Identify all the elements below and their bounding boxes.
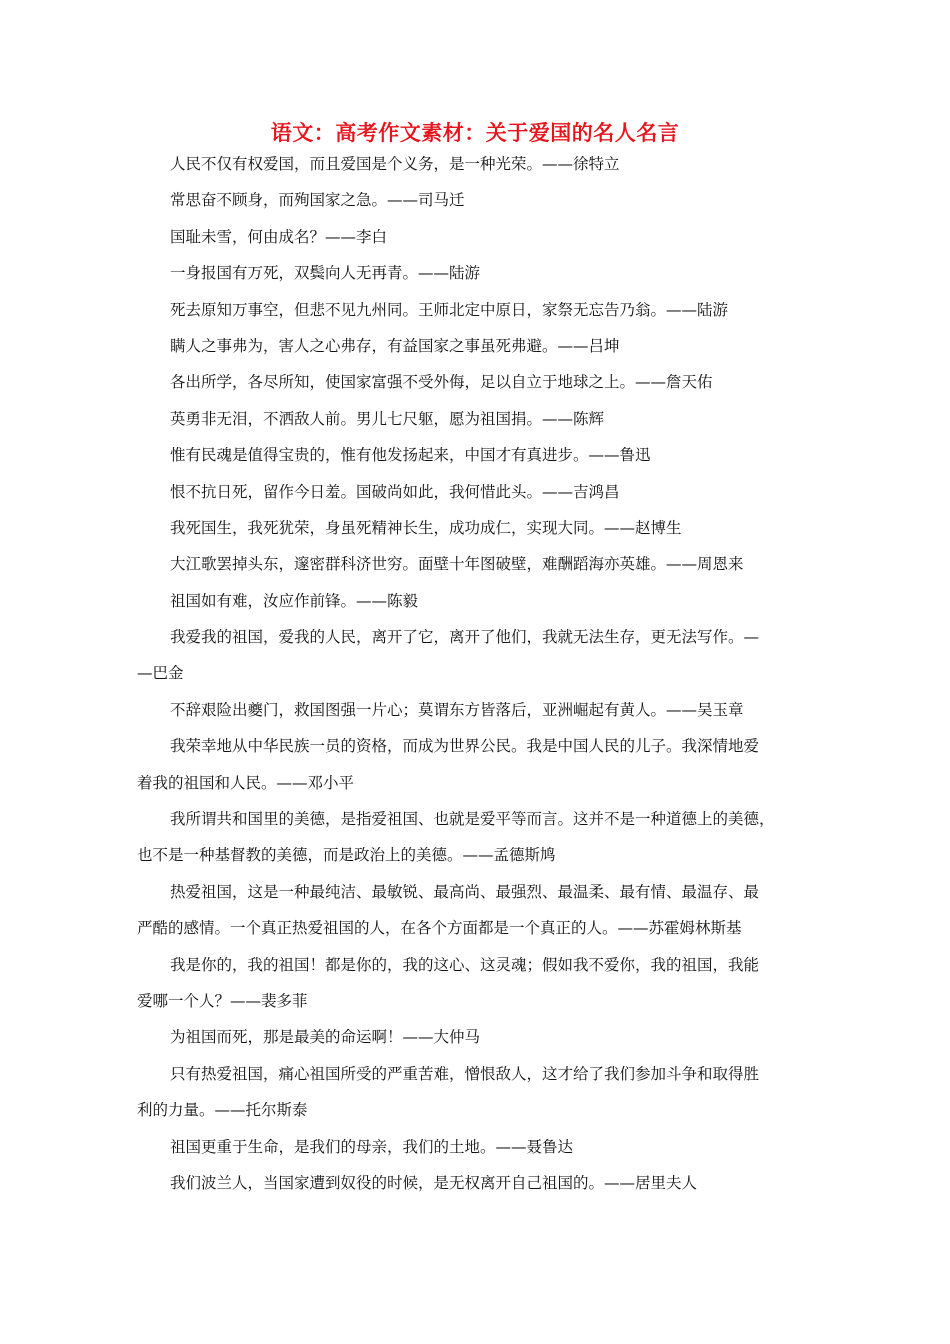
- quote-line: —巴金: [137, 664, 184, 683]
- document-title: 语文：高考作文素材：关于爱国的名人名言: [270, 120, 680, 145]
- quote-line: 死去原知万事空，但悲不见九州同。王师北定中原日，家祭无忘告乃翁。——陆游: [170, 300, 729, 319]
- quote-line: 英勇非无泪，不洒敌人前。男儿七尺躯，愿为祖国捐。——陈辉: [170, 409, 605, 428]
- quote-line: 人民不仅有权爱国，而且爱国是个义务，是一种光荣。——徐特立: [170, 155, 620, 173]
- quote-line: 我荣幸地从中华民族一员的资格，而成为世界公民。我是中国人民的儿子。我深情地爱: [170, 737, 760, 756]
- quote-line: 瞒人之事弗为，害人之心弗存，有益国家之事虽死弗避。——吕坤: [170, 336, 620, 355]
- quote-line: 我死国生，我死犹荣，身虽死精神长生，成功成仁，实现大同。——赵博生: [170, 518, 682, 537]
- quote-line: 严酷的感情。一个真正热爱祖国的人，在各个方面都是一个真正的人。——苏霍姆林斯基: [137, 919, 742, 938]
- quote-line: 我是你的，我的祖国！都是你的，我的这心、这灵魂；假如我不爱你，我的祖国，我能: [170, 955, 760, 974]
- quote-line: 只有热爱祖国，痛心祖国所受的严重苦难，憎恨敌人，这才给了我们参加斗争和取得胜: [170, 1064, 760, 1083]
- quote-line: 我爱我的祖国，爱我的人民，离开了它，离开了他们，我就无法生存，更无法写作。—: [170, 628, 760, 647]
- quote-list: [137, 146, 817, 1201]
- quote-line: 爱哪一个人？——裴多菲: [137, 991, 308, 1010]
- quote-line: 我所谓共和国里的美德，是指爱祖国、也就是爱平等而言。这并不是一种道德上的美德，: [170, 810, 775, 829]
- quote-line: 恨不抗日死，留作今日羞。国破尚如此，我何惜此头。——吉鸿昌: [170, 482, 620, 501]
- quote-line: 各出所学，各尽所知，使国家富强不受外侮，足以自立于地球之上。——詹天佑: [170, 373, 713, 392]
- quote-line: 一身报国有万死，双鬓向人无再青。——陆游: [170, 264, 481, 283]
- quote-line: 热爱祖国，这是一种最纯洁、最敏锐、最高尚、最强烈、最温柔、最有情、最温存、最: [170, 882, 760, 901]
- quote-line: 着我的祖国和人民。——邓小平: [137, 773, 355, 792]
- quote-line: 祖国更重于生命，是我们的母亲，我们的土地。——聂鲁达: [170, 1137, 574, 1156]
- quote-line: 祖国如有难，汝应作前锋。——陈毅: [170, 591, 419, 610]
- quote-line: 我们波兰人，当国家遭到奴役的时候，是无权离开自己祖国的。——居里夫人: [170, 1173, 698, 1192]
- quote-line: 国耻未雪，何由成名？——李白: [170, 227, 388, 246]
- quote-line: 惟有民魂是值得宝贵的，惟有他发扬起来，中国才有真进步。——鲁迅: [170, 446, 651, 465]
- quote-line: 常思奋不顾身，而殉国家之急。——司马迁: [170, 191, 465, 210]
- quote-line: 利的力量。——托尔斯泰: [137, 1101, 308, 1120]
- quote-line: 大江歌罢掉头东，邃密群科济世穷。面壁十年图破壁，难酬蹈海亦英雄。——周恩来: [170, 555, 744, 574]
- quote-line: 不辞艰险出夔门，救国图强一片心；莫谓东方皆落后，亚洲崛起有黄人。——吴玉章: [170, 700, 744, 719]
- quote-line: 为祖国而死，那是最美的命运啊！——大仲马: [170, 1028, 481, 1047]
- quote-line: 也不是一种基督教的美德，而是政治上的美德。——孟德斯鸠: [137, 846, 556, 865]
